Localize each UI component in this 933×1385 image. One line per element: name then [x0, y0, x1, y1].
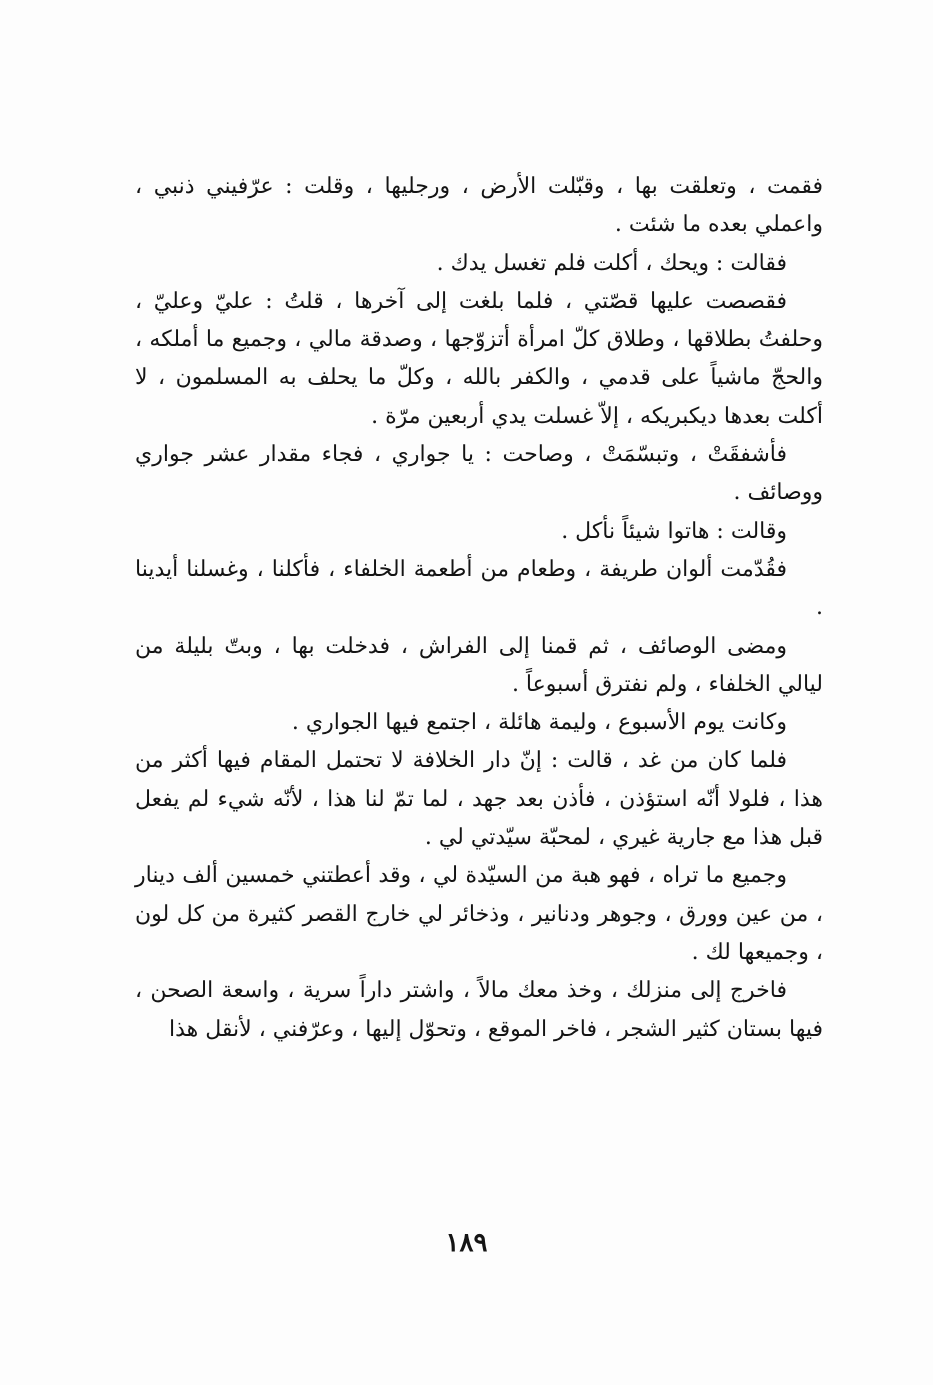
- body-text: [135, 168, 823, 1049]
- paragraph: فأشفقَتْ ، وتبسّمَتْ ، وصاحت : يا جواري ، فجاء مقدار عشر جواري ووصائف .: [135, 442, 823, 506]
- paragraph: ومضى الوصائف ، ثم قمنا إلى الفراش ، فدخلت بها ، وبتّ بليلة من ليالي الخلفاء ، ولم نفترق أسبوعاً .: [135, 633, 823, 697]
- page-number: ١٨٩: [445, 1228, 488, 1258]
- paragraph: فقُدّمت ألوان طريفة ، وطعام من أطعمة الخلفاء ، فأكلنا ، وغسلنا أيدينا .: [135, 556, 823, 621]
- paragraph: فلما كان من غد ، قالت : إنّ دار الخلافة لا تحتمل المقام فيها أكثر من هذا ، فلولا أنّه استؤذن ، فأذن بعد جهد ، لما تمّ لنا هذا ، لأنّه شيء لم يفعل قبل هذا مع جارية غيري ، لمحبّة سيّدتي لي .: [135, 748, 823, 851]
- paragraph: فاخرج إلى منزلك ، وخذ معك مالاً ، واشتر داراً سرية ، واسعة الصحن ، فيها بستان كثير الشجر ، فاخر الموقع ، وتحوّل إليها ، وعرّفني ، لأنقل هذا: [135, 978, 823, 1042]
- paragraph: فقالت : ويحك ، أكلت فلم تغسل يدك .: [436, 250, 787, 276]
- paragraph: فقمت ، وتعلقت بها ، وقبّلت الأرض ، ورجليها ، وقلت : عرّفيني ذنبي ، واعملي بعده ما شئت .: [135, 174, 823, 238]
- paragraph: فقصصت عليها قصّتي ، فلما بلغت إلى آخرها ، قلتُ : عليّ وعليّ ، وحلفتُ بطلاقها ، وطلاق كلّ امرأة أتزوّجها ، وصدقة مالي ، وجميع ما أملكه ، والحجّ ماشياً على قدمي ، والكفر بالله ، وكلّ ما يحلف به المسلمون ، لا أكلت بعدها ديكبريكه ، إلاّ غسلت يدي أربعين مرّة .: [135, 288, 823, 429]
- paragraph: وقالت : هاتوا شيئاً نأكل .: [561, 518, 787, 544]
- paragraph: وكانت يوم الأسبوع ، وليمة هائلة ، اجتمع فيها الجواري .: [291, 710, 787, 736]
- paragraph: وجميع ما تراه ، فهو هبة من السيّدة لي ، وقد أعطتني خمسين ألف دينار ، من عين وورق ، وجوهر ودنانير ، وذخائر لي خارج القصر كثيرة من كل لون ، وجميعها لك .: [135, 863, 823, 965]
